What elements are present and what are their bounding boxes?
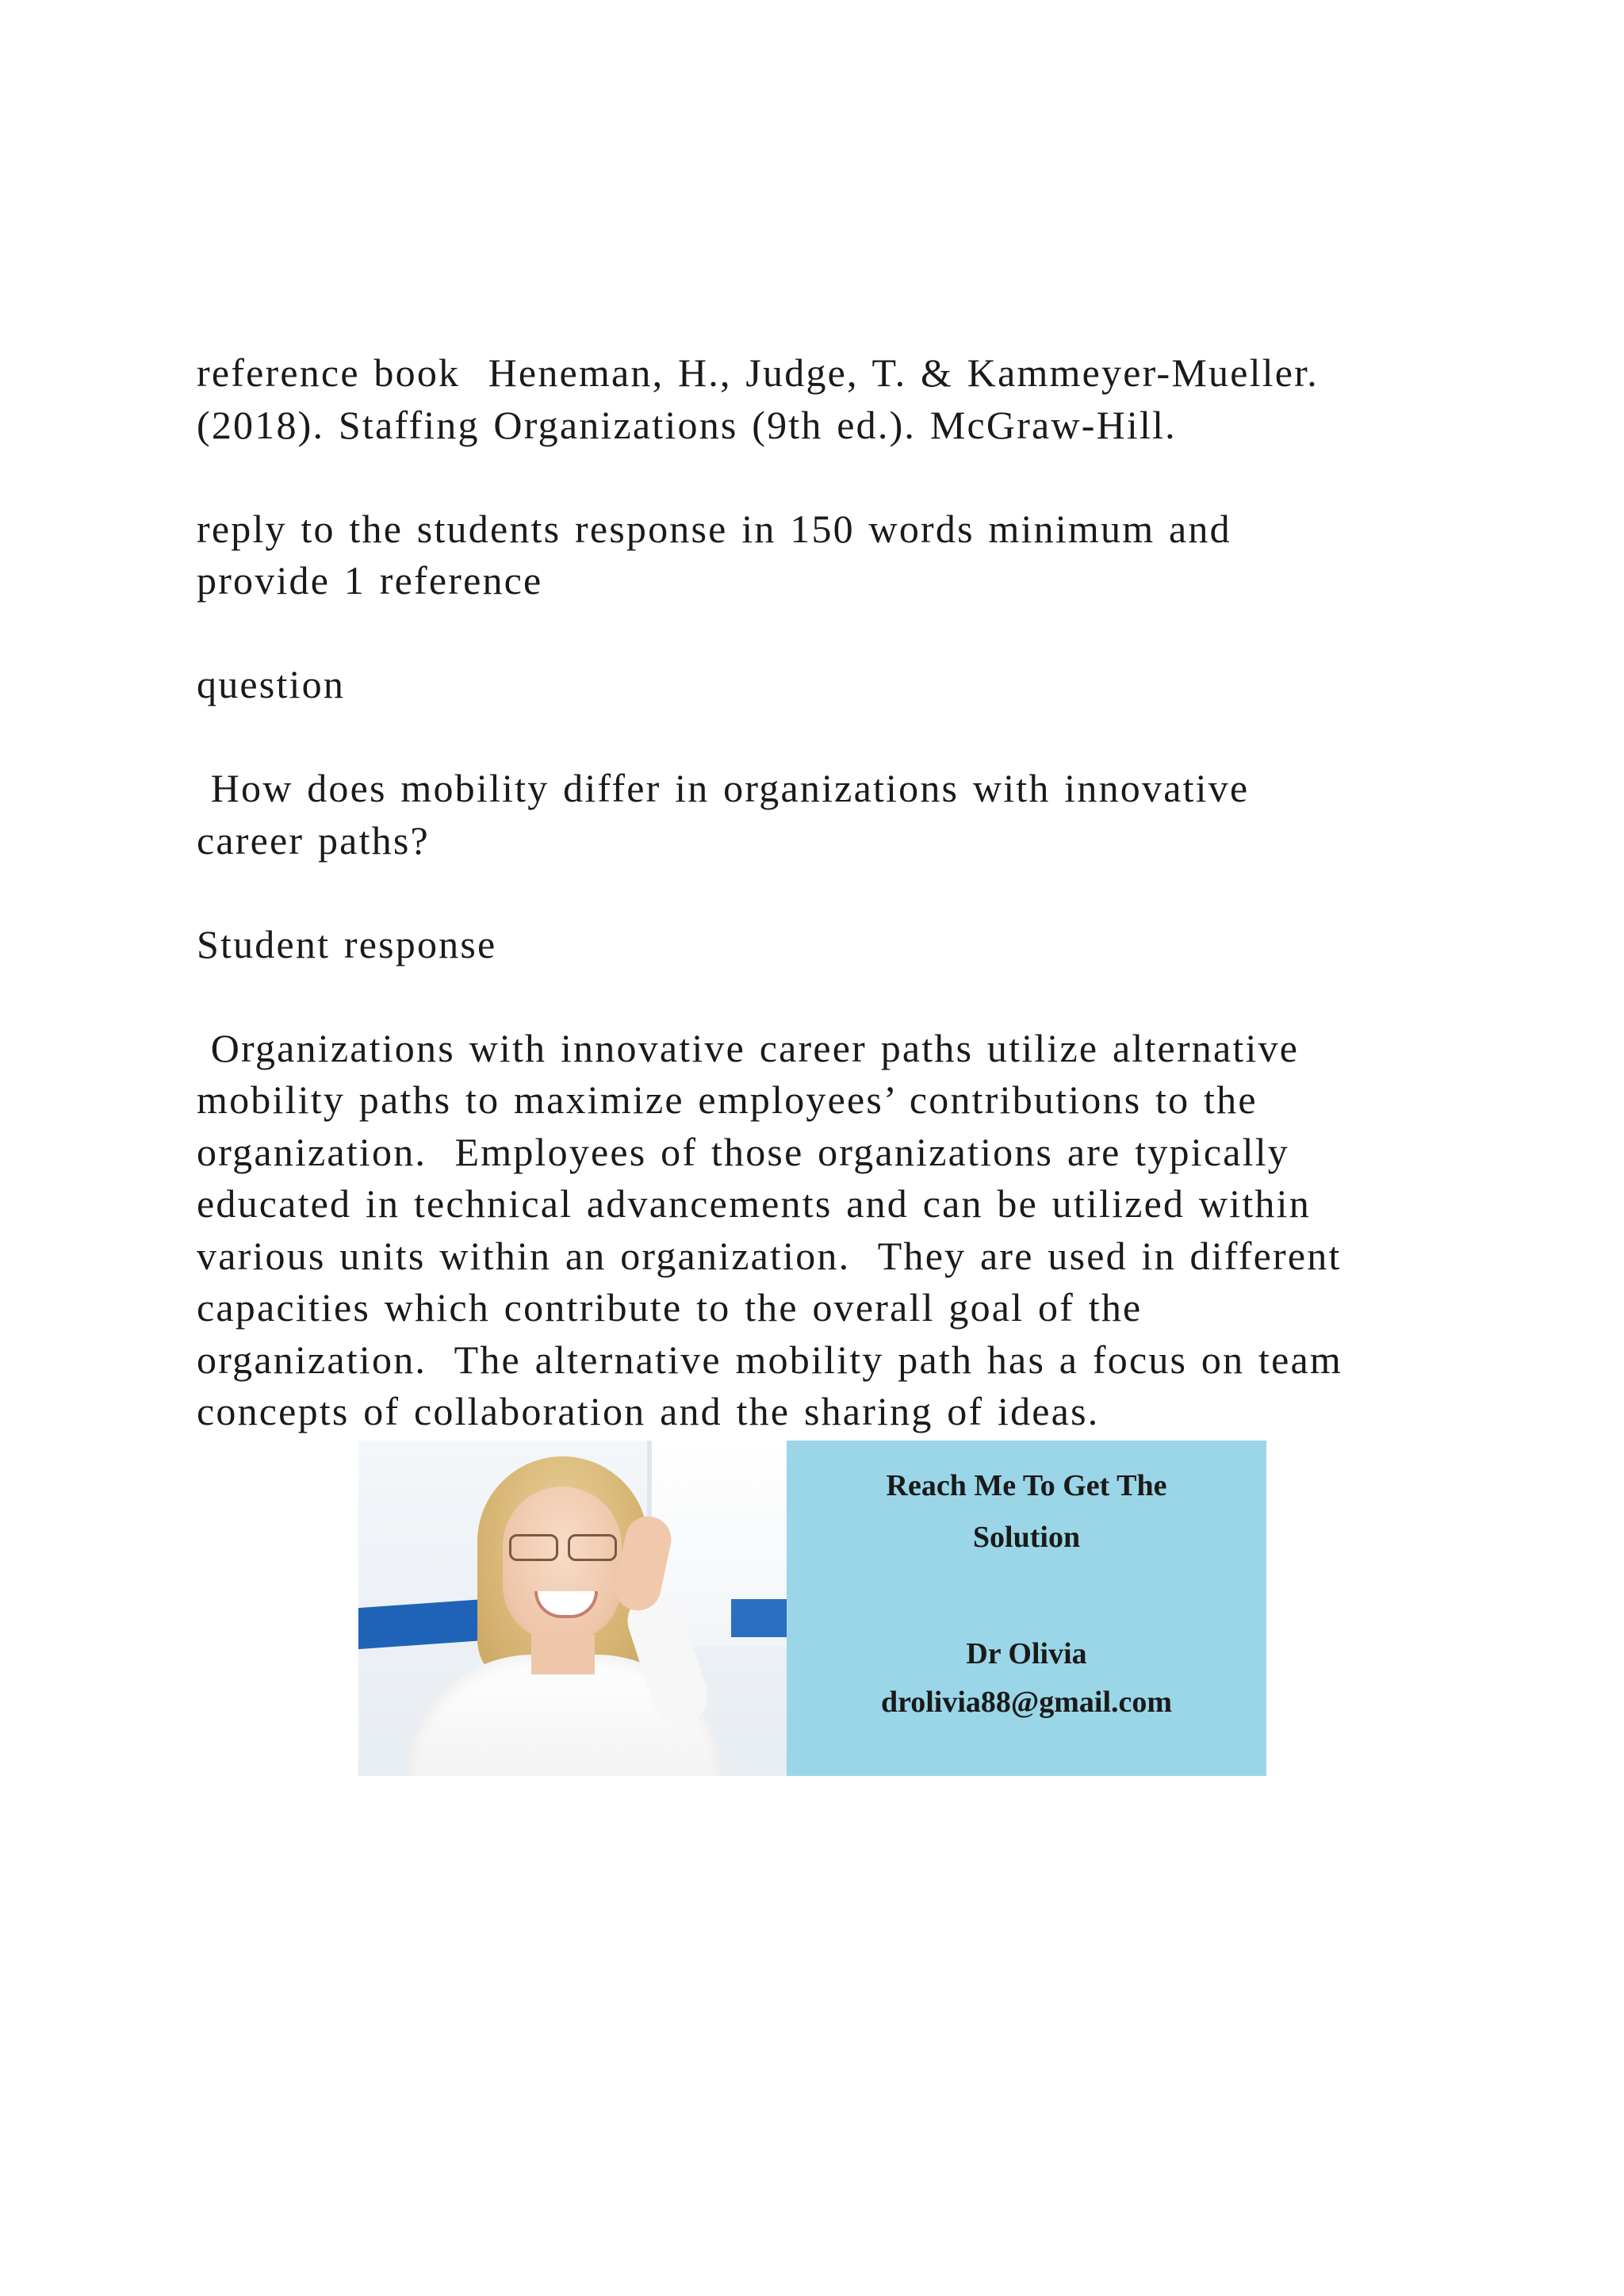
banner-headline-2: Solution [972, 1521, 1081, 1554]
woman-photo [358, 1441, 787, 1776]
reference-paragraph: reference book Heneman, H., Judge, T. & Kammeyer-Mueller. (2018). Staffing Organizations (9th ed.). McGraw-Hill. [197, 350, 1319, 447]
question-text: How does mobility differ in organizations with innovative career paths? [197, 766, 1250, 863]
contact-email: drolivia88@gmail.com [880, 1686, 1173, 1719]
student-response-heading: Student response [197, 921, 497, 966]
contact-banner [358, 1441, 1266, 1776]
contact-panel [787, 1441, 1266, 1776]
instruction-paragraph: reply to the students response in 150 words minimum and provide 1 reference [197, 506, 1231, 603]
document-body [197, 347, 1481, 1438]
banner-headline: Reach Me To Get The [886, 1469, 1167, 1502]
contact-name: Dr Olivia [966, 1637, 1087, 1670]
question-heading: question [197, 662, 346, 706]
student-response-text: Organizations with innovative career paths utilize alternative mobility paths to maximize employees’ contributions to the organization. Employees of those organizations are typically educated in technical advancements and can be utilized within various units within an organization. They are used in different capacities which contribute to the overall goal of the organization. The alternative mobility path has a focus on team concepts of collaboration and the sharing of ideas. [197, 1025, 1342, 1433]
